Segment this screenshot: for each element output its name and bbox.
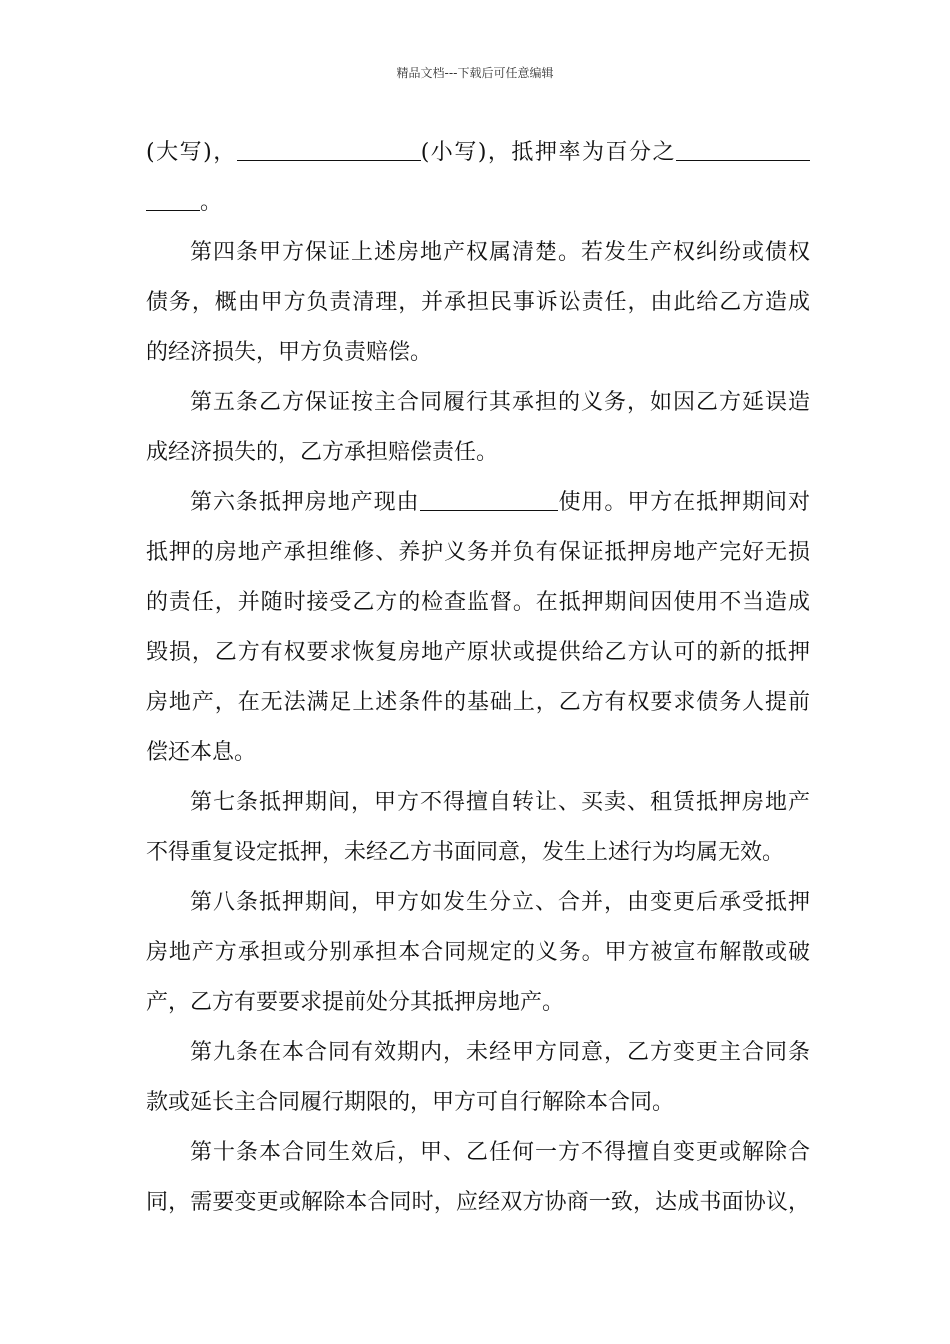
text-line: 抵押的房地产承担维修、养护义务并负有保证抵押房地产完好无损 xyxy=(146,540,810,565)
text-span: (小写)，抵押率为百分之 xyxy=(420,140,676,165)
text-line: 的经济损失，甲方负责赔偿。 xyxy=(146,340,433,365)
text-line: 的责任，并随时接受乙方的检查监督。在抵押期间因使用不当造成 xyxy=(146,590,810,615)
fill-blank xyxy=(146,186,200,211)
text-line: 房地产，在无法满足上述条件的基础上，乙方有权要求债务人提前 xyxy=(146,690,810,715)
paragraph-start-line: 第五条乙方保证按主合同履行其承担的义务，如因乙方延误造 xyxy=(190,390,810,415)
text-span: 使用。甲方在抵押期间对 xyxy=(557,490,810,515)
text-line: 款或延长主合同履行期限的，甲方可自行解除本合同。 xyxy=(146,1090,675,1115)
text-line: 产，乙方有要要求提前处分其抵押房地产。 xyxy=(146,990,565,1015)
paragraph-start-line: 第七条抵押期间，甲方不得擅自转让、买卖、租赁抵押房地产 xyxy=(190,790,810,815)
text-line: 毁损，乙方有权要求恢复房地产原状或提供给乙方认可的新的抵押 xyxy=(146,640,810,665)
text-line: 同，需要变更或解除本合同时，应经双方协商一致，达成书面协议， xyxy=(146,1190,810,1215)
text-line xyxy=(146,178,810,228)
text-line: 债务，概由甲方负责清理，并承担民事诉讼责任，由此给乙方造成 xyxy=(146,290,810,315)
text-line: 不得重复设定抵押，未经乙方书面同意，发生上述行为均属无效。 xyxy=(146,840,785,865)
paragraph-start-line: 第九条在本合同有效期内，未经甲方同意，乙方变更主合同条 xyxy=(190,1040,810,1065)
text-line: 偿还本息。 xyxy=(146,740,257,765)
text-span: 第六条抵押房地产现由 xyxy=(190,490,420,515)
text-span: (大写)， xyxy=(146,140,237,165)
document-body xyxy=(146,128,810,1228)
text-line: 房地产方承担或分别承担本合同规定的义务。甲方被宣布解散或破 xyxy=(146,940,810,965)
text-line xyxy=(146,128,810,178)
fill-blank xyxy=(676,136,810,161)
paragraph-start-line: 第十条本合同生效后，甲、乙任何一方不得擅自变更或解除合 xyxy=(190,1140,810,1165)
paragraph-start-line xyxy=(146,478,810,528)
text-line: 成经济损失的，乙方承担赔偿责任。 xyxy=(146,440,499,465)
paragraph-start-line: 第八条抵押期间，甲方如发生分立、合并，由变更后承受抵押 xyxy=(190,890,810,915)
page-header: 精品文档---下载后可任意编辑 xyxy=(396,66,554,80)
fill-blank xyxy=(237,136,421,161)
text-span: 。 xyxy=(200,190,223,215)
fill-blank xyxy=(420,486,558,511)
paragraph-start-line: 第四条甲方保证上述房地产权属清楚。若发生产权纠纷或债权 xyxy=(190,240,810,265)
